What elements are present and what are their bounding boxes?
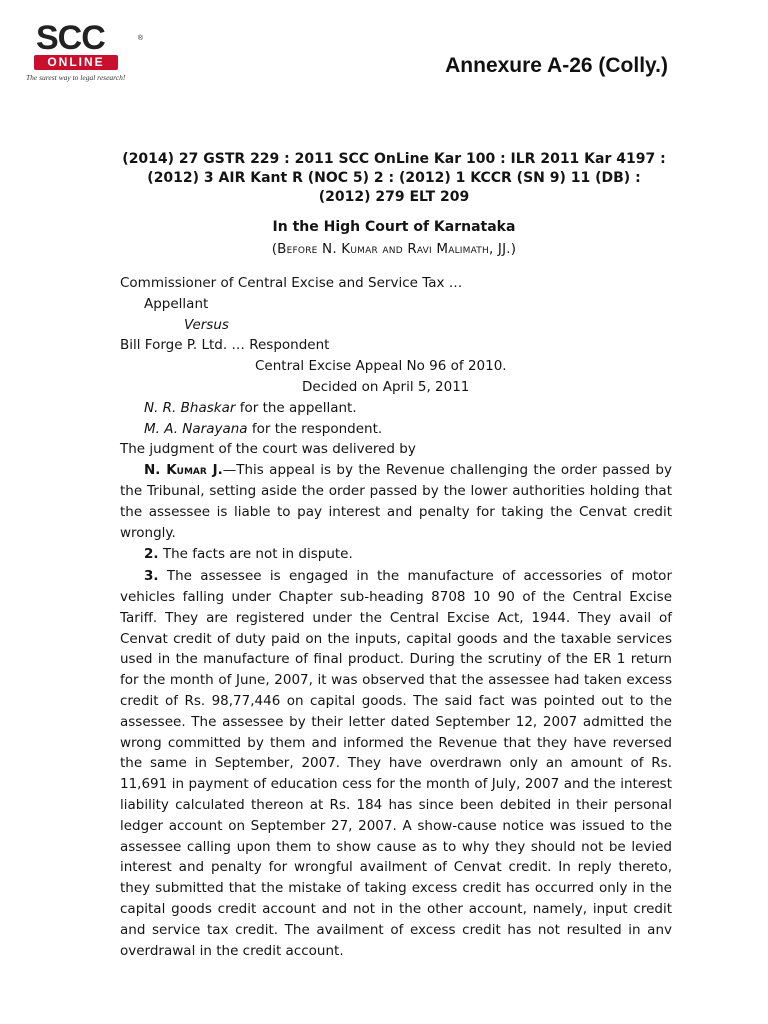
judgment-body xyxy=(120,273,672,961)
bench: (Before N. Kumar and Ravi Malimath, JJ.) xyxy=(271,241,517,257)
logo-brand: SCC ® xyxy=(36,19,142,57)
versus-text: Versus xyxy=(184,316,229,333)
paragraph-1: N. Kumar J.—This appeal is by the Revenue challenging the order passed by the Tribunal, setting aside the order passed by the lower authorities holding that the assessee is liable to pay interest and penalty for taking the Cenvat credit wrongly. xyxy=(120,462,672,541)
logo-tagline: The surest way to legal research! xyxy=(26,73,126,82)
case-citation: (2014) 27 GSTR 229 : 2011 SCC OnLine Kar 100 : ILR 2011 Kar 4197 : (2012) 3 AIR Kant R (NOC 5) 2 : (2012) 1 KCCR (SN 9) 11 (DB) : (2012) 279 ELT 209 xyxy=(122,151,666,205)
appeal-number: Central Excise Appeal No 96 of 2010. xyxy=(255,358,507,375)
logo-online-badge: ONLINE xyxy=(34,55,118,70)
paragraph-3: 3. The assessee is engaged in the manufacture of accessories of motor vehicles falling under Chapter sub-heading 8708 10 90 of the Central Excise Tariff. They are registered under the Central Excise Act, 1944. They avail of Cenvat credit of duty paid on the inputs, capital goods and the taxable services used in the manufacture of final product. During the scrutiny of the ER 1 return for the month of June, 2007, it was observed that the assessee had taken excess credit of Rs. 98,77,446 on capital goods. The said fact was pointed out to the assessee. The assessee by their letter dated September 12, 2007 admitted the wrong committed by them and informed the Revenue that they have reversed the same in September, 2007. They have overdrawn only an amount of Rs. 11,691 in payment of education cess for the month of July, 2007 and the interest liability calculated thereon at Rs. 184 has since been debited in their personal ledger account on September 27, 2007. A show-cause notice was issued to the assessee calling upon them to show cause as to why they should not be levied interest and penalty for wrongful availment of Cenvat credit. In reply thereto, they submitted that the mistake of taking excess credit has occurred only in the capital goods credit account and not in the other account, namely, input credit and service tax credit. The availment of excess credit has not resulted in anv overdrawal in the credit account. xyxy=(120,568,672,959)
annexure-title: Annexure A-26 (Colly.) xyxy=(445,54,668,77)
delivered-by: The judgment of the court was delivered by xyxy=(120,441,416,458)
respondent-line: Bill Forge P. Ltd. … Respondent xyxy=(120,337,330,354)
appellant-role: Appellant xyxy=(144,295,209,312)
court-name: In the High Court of Karnataka xyxy=(272,219,516,235)
scc-online-logo xyxy=(26,19,142,82)
paragraph-2: 2. The facts are not in dispute. xyxy=(144,546,353,563)
judge-name: N. Kumar J. xyxy=(144,462,223,479)
respondent-counsel: M. A. Narayana for the respondent. xyxy=(144,420,383,437)
appellant-name: Commissioner of Central Excise and Service Tax … xyxy=(120,275,463,291)
appellant-counsel: N. R. Bhaskar for the appellant. xyxy=(144,399,357,416)
decision-date: Decided on April 5, 2011 xyxy=(302,378,470,395)
